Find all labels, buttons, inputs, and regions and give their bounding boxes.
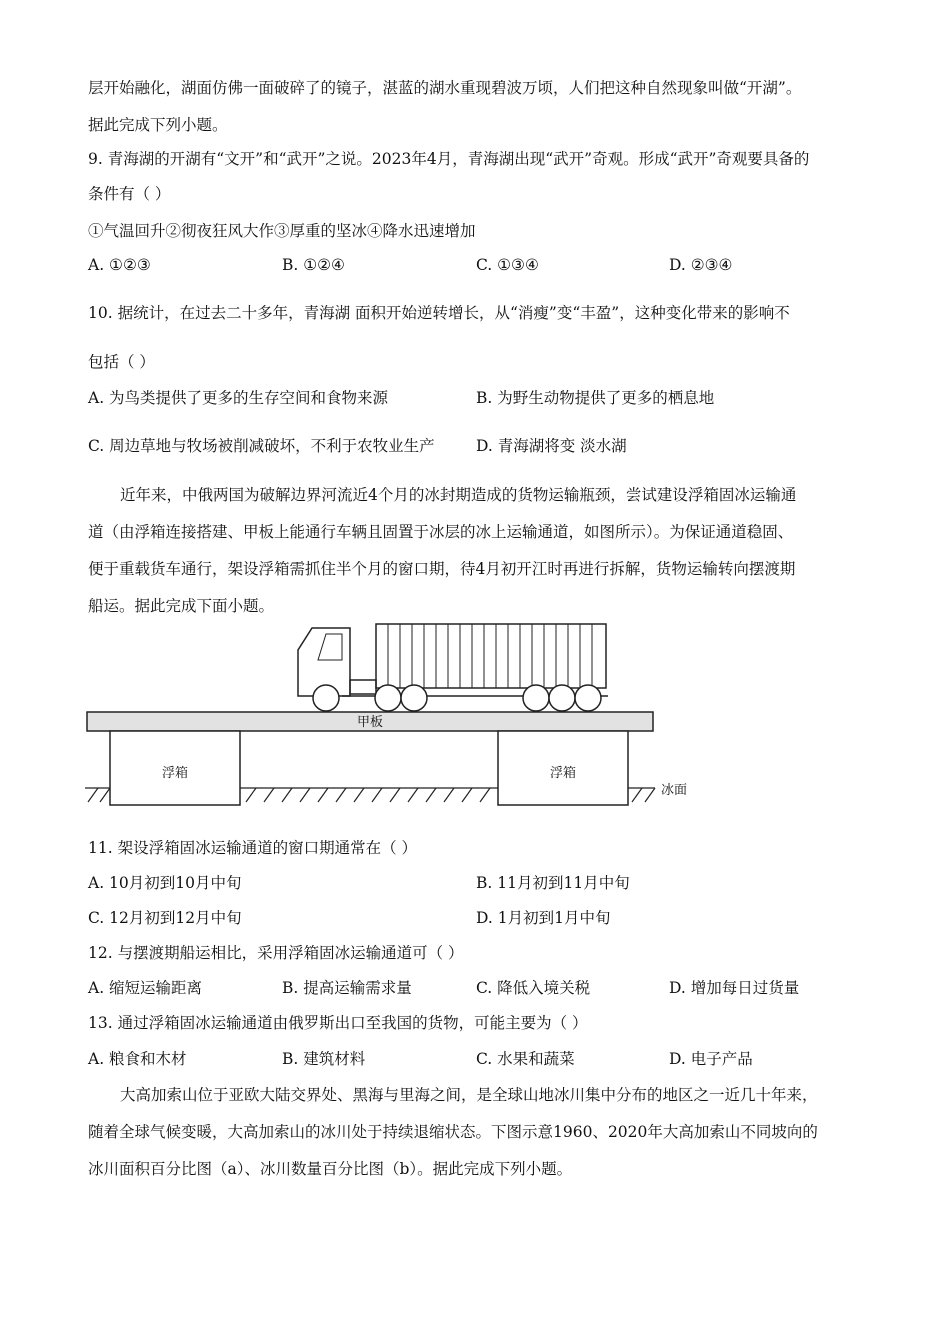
q9-option-d[interactable]: D. ②③④ bbox=[669, 256, 733, 274]
q9-option-a[interactable]: A. ①②③ bbox=[88, 256, 151, 274]
pontoon-channel-figure bbox=[80, 620, 720, 815]
q11-option-c[interactable]: C. 12月初到12月中旬 bbox=[88, 909, 242, 927]
q10-option-c[interactable]: C. 周边草地与牧场被削减破坏，不利于农牧业生产 bbox=[88, 437, 435, 455]
passage2-line-1: 近年来，中俄两国为破解边界河流近4个月的冰封期造成的货物运输瓶颈，尝试建设浮箱固冰运输通 bbox=[120, 486, 797, 504]
q9-option-c[interactable]: C. ①③④ bbox=[476, 256, 539, 274]
q11-stem: 11. 架设浮箱固冰运输通道的窗口期通常在（ ） bbox=[88, 839, 418, 857]
passage3-line-3: 冰川面积百分比图（a）、冰川数量百分比图（b）。据此完成下列小题。 bbox=[88, 1160, 573, 1178]
passage3-line-2: 随着全球气候变暖，大高加索山的冰川处于持续退缩状态。下图示意1960、2020年大高加索山不同坡向的 bbox=[88, 1123, 818, 1141]
q11-option-d[interactable]: D. 1月初到1月中旬 bbox=[476, 909, 611, 927]
q12-option-b[interactable]: B. 提高运输需求量 bbox=[282, 979, 412, 997]
q10-option-a[interactable]: A. 为鸟类提供了更多的生存空间和食物来源 bbox=[88, 389, 389, 407]
deck-label: 甲板 bbox=[356, 715, 384, 730]
q9-items: ①气温回升②彻夜狂风大作③厚重的坚冰④降水迅速增加 bbox=[88, 222, 476, 240]
q13-option-b[interactable]: B. 建筑材料 bbox=[282, 1050, 366, 1068]
q13-option-a[interactable]: A. 粮食和木材 bbox=[88, 1050, 187, 1068]
pontoon-right-label: 浮箱 bbox=[549, 766, 577, 781]
q13-stem: 13. 通过浮箱固冰运输通道由俄罗斯出口至我国的货物，可能主要为（ ） bbox=[88, 1014, 588, 1032]
pontoon-left-label: 浮箱 bbox=[161, 766, 189, 781]
q9-stem-line-2: 条件有（ ） bbox=[88, 185, 171, 203]
q10-stem-line-1: 10. 据统计，在过去二十多年，青海湖 面积开始逆转增长，从“消瘦”变“丰盈”，这种变化带来的影响不 bbox=[88, 304, 790, 322]
q10-option-b[interactable]: B. 为野生动物提供了更多的栖息地 bbox=[476, 389, 715, 407]
truck-container bbox=[376, 624, 606, 688]
q11-option-b[interactable]: B. 11月初到11月中旬 bbox=[476, 874, 630, 892]
passage2-line-2: 道（由浮箱连接搭建、甲板上能通行车辆且固置于冰层的冰上运输通道，如图所示）。为保证通道稳固、 bbox=[88, 523, 794, 541]
ice-label: 冰面 bbox=[661, 783, 688, 798]
q10-option-d[interactable]: D. 青海湖将变 淡水湖 bbox=[476, 437, 627, 455]
passage2-line-3: 便于重载货车通行，架设浮箱需抓住半个月的窗口期，待4月初开江时再进行拆解，货物运输转向摆渡期 bbox=[88, 560, 796, 578]
passage3-line-1: 大高加索山位于亚欧大陆交界处、黑海与里海之间，是全球山地冰川集中分布的地区之一近几十年来， bbox=[120, 1086, 818, 1104]
q11-option-a[interactable]: A. 10月初到10月中旬 bbox=[88, 874, 242, 892]
q9-stem-line-1: 9. 青海湖的开湖有“文开”和“武开”之说。2023年4月，青海湖出现“武开”奇观。形成“武开”奇观要具备的 bbox=[88, 150, 810, 168]
q13-option-d[interactable]: D. 电子产品 bbox=[669, 1050, 753, 1068]
intro-line-1: 层开始融化，湖面仿佛一面破碎了的镜子，湛蓝的湖水重现碧波万顷，人们把这种自然现象叫做“开湖”。 bbox=[88, 79, 802, 97]
q12-option-c[interactable]: C. 降低入境关税 bbox=[476, 979, 591, 997]
intro-line-2: 据此完成下列小题。 bbox=[88, 116, 228, 134]
passage2-line-4: 船运。据此完成下面小题。 bbox=[88, 597, 275, 615]
q13-option-c[interactable]: C. 水果和蔬菜 bbox=[476, 1050, 575, 1068]
q10-stem-line-2: 包括（ ） bbox=[88, 353, 155, 371]
q9-option-b[interactable]: B. ①②④ bbox=[282, 256, 345, 274]
q12-option-d[interactable]: D. 增加每日过货量 bbox=[669, 979, 800, 997]
truck-wheels bbox=[313, 685, 601, 711]
q12-stem: 12. 与摆渡期船运相比，采用浮箱固冰运输通道可（ ） bbox=[88, 944, 464, 962]
q12-option-a[interactable]: A. 缩短运输距离 bbox=[88, 979, 203, 997]
